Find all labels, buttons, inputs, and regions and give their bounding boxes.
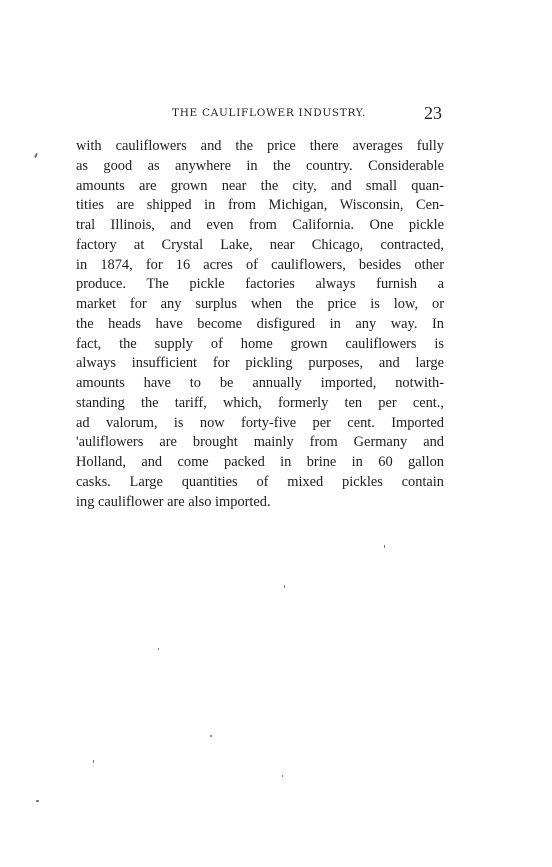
scan-speck <box>93 760 94 763</box>
text-line: amounts are grown near the city, and small quan- <box>76 177 444 194</box>
text-line: Holland, and come packed in brine in 60 gallon <box>76 454 444 470</box>
text-line: market for any surplus when the price is low, or <box>76 296 444 312</box>
text-line: amounts have to be annually imported, notwith- <box>76 375 444 391</box>
text-line: casks. Large quantities of mixed pickles contain <box>76 473 444 490</box>
text-line: factory at Crystal Lake, near Chicago, contracted, <box>76 236 444 253</box>
text-line: ing cauliflower are also imported. <box>76 493 271 510</box>
text-line: as good as anywhere in the country. Considerable <box>76 157 444 174</box>
scan-speck <box>36 800 39 802</box>
text-line: in 1874, for 16 acres of cauliflowers, besides other <box>76 256 444 273</box>
running-header <box>0 103 552 127</box>
text-line: the heads have become disfigured in any way. In <box>76 315 444 332</box>
body-text <box>76 137 444 512</box>
text-line: fact, the supply of home grown cauliflowers is <box>76 335 444 352</box>
scan-speck <box>384 545 385 548</box>
text-line: 'auliflowers are brought mainly from Germany and <box>76 434 444 451</box>
scan-speck <box>284 585 285 588</box>
text-line: with cauliflowers and the price there averages fully <box>76 138 444 154</box>
text-line: always insufficient for pickling purposes, and large <box>76 355 444 372</box>
page-number: 23 <box>424 103 442 123</box>
running-title: THE CAULIFLOWER INDUSTRY. <box>172 107 367 119</box>
text-line: ad valorum, is now forty-five per cent. Imported <box>76 414 444 431</box>
scan-speck <box>34 153 38 158</box>
text-line: tral Illinois, and even from California. One pickle <box>76 217 444 233</box>
scan-speck <box>282 775 283 777</box>
text-line: standing the tariff, which, formerly ten per cent., <box>76 394 444 411</box>
text-line: tities are shipped in from Michigan, Wisconsin, Cen- <box>76 197 444 214</box>
text-line: produce. The pickle factories always furnish a <box>76 276 444 293</box>
scan-speck <box>210 735 212 737</box>
scan-speck <box>158 648 159 650</box>
